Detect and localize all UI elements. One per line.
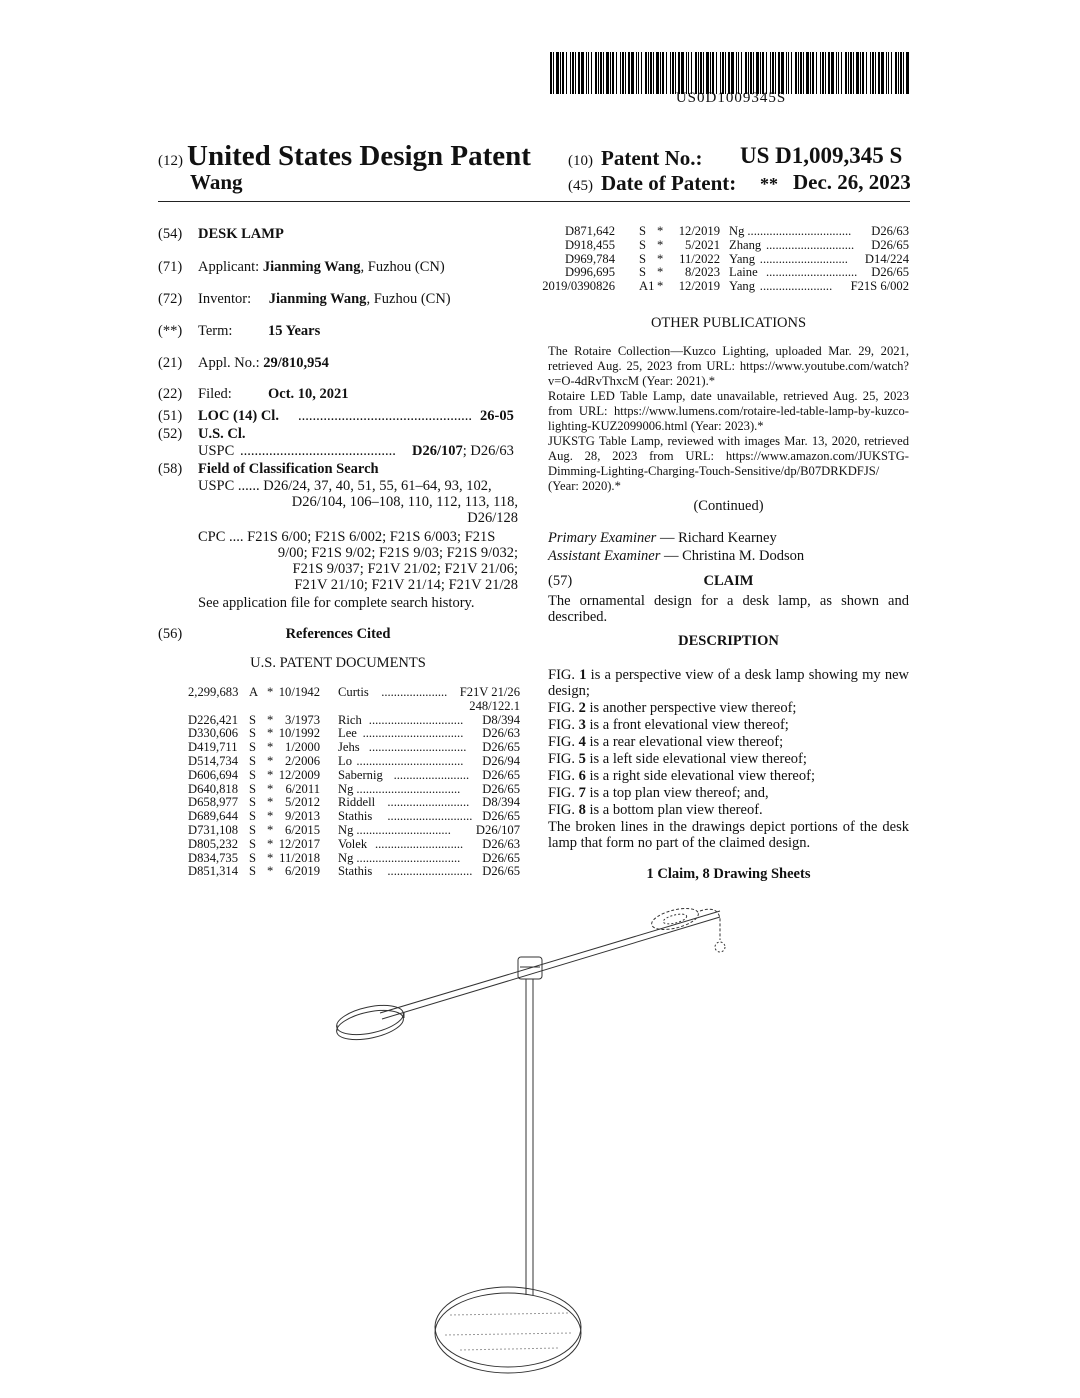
- reference-cls: D26/65: [482, 850, 520, 865]
- reference-dots: ............................: [766, 237, 855, 252]
- reference-kind: S: [639, 224, 647, 238]
- reference-row: [552, 224, 909, 238]
- reference-date: 6/2011: [285, 781, 320, 796]
- reference-num: D689,644: [188, 809, 239, 824]
- search-history-note: See application file for complete search history.: [198, 595, 475, 611]
- term-label: Term:: [198, 323, 233, 339]
- reference-star: *: [267, 754, 274, 768]
- reference-dots: .................................: [356, 781, 461, 796]
- reference-dots: ...........................: [387, 809, 473, 824]
- inventor-surname: Wang: [190, 170, 243, 194]
- figure-description: [548, 802, 909, 818]
- header-rule: [158, 201, 910, 202]
- reference-star: *: [267, 712, 274, 727]
- reference-row: [188, 754, 520, 768]
- reference-date: 8/2023: [685, 265, 720, 280]
- reference-num: D918,455: [564, 237, 615, 252]
- reference-cls: D26/65: [482, 767, 520, 782]
- reference-num: D640,818: [188, 781, 239, 796]
- publication-entry: JUKSTG Table Lamp, reviewed with images Mar. 13, 2020, retrieved Aug. 28, 2023 from URL: https://www.amazon.com/JUKSTG-Dimming-Lighting-Charging-Touch-Sensitive/dp/B07DRKDFJS/ (Year: 2020).*: [548, 434, 909, 493]
- fig-number: 3: [578, 717, 586, 733]
- reference-name: Lee: [338, 726, 357, 741]
- inventor-name: Jianming Wang: [268, 291, 367, 307]
- uspc-label: USPC: [198, 443, 235, 459]
- reference-star: *: [267, 685, 274, 699]
- fig-text: is a perspective view of a desk lamp showing my new design;: [548, 667, 909, 699]
- us-class-label: U.S. Cl.: [198, 426, 246, 442]
- reference-dots: .................................: [356, 850, 461, 865]
- assistant-examiner-name: — Christina M. Dodson: [660, 548, 805, 564]
- primary-examiner: [548, 530, 777, 546]
- lamp-base: [435, 1287, 581, 1367]
- code-56: (56): [158, 626, 183, 642]
- reference-name: Ng: [338, 850, 354, 865]
- reference-row: [188, 809, 520, 823]
- desk-lamp-drawing: [300, 895, 790, 1375]
- reference-num: D330,606: [188, 726, 239, 741]
- reference-dots: ............................: [375, 836, 464, 851]
- reference-name: Rich: [338, 712, 362, 727]
- reference-dots: ..........................: [387, 795, 470, 810]
- reference-kind: S: [249, 754, 257, 768]
- reference-cls: D8/394: [482, 712, 520, 727]
- reference-row: [188, 823, 520, 837]
- search-cpc-line: F21V 21/10; F21V 21/14; F21V 21/28: [294, 577, 518, 593]
- other-publications-title: OTHER PUBLICATIONS: [650, 315, 807, 331]
- lamp-shade-left: [334, 1000, 406, 1040]
- application-number-label: Appl. No.:: [198, 355, 260, 371]
- search-cpc-line: CPC .... F21S 6/00; F21S 6/002; F21S 6/003; F21S: [198, 529, 496, 545]
- reference-cls: D26/65: [871, 265, 909, 280]
- reference-dots: ...........................: [387, 864, 473, 879]
- reference-name: Laine: [729, 265, 758, 280]
- reference-star: *: [267, 836, 274, 851]
- reference-kind: S: [639, 265, 647, 280]
- reference-star: *: [267, 767, 274, 782]
- reference-row: [552, 265, 909, 279]
- inventor-field: [198, 291, 451, 308]
- primary-examiner-label: Primary Examiner: [548, 530, 657, 546]
- reference-name: Ng: [338, 823, 354, 837]
- reference-kind: S: [639, 251, 647, 266]
- inventor-place: , Fuzhou (CN): [366, 291, 451, 307]
- search-uspc-line: D26/128: [467, 510, 518, 526]
- loc-class-label: LOC (14) Cl.: [198, 408, 279, 424]
- fig-text: is a front elevational view thereof;: [585, 717, 789, 733]
- reference-num: D226,421: [188, 712, 239, 727]
- reference-row: [542, 279, 909, 294]
- reference-star: *: [267, 809, 274, 824]
- fig-number: 5: [578, 751, 586, 767]
- fig-number: 2: [578, 700, 586, 716]
- reference-date: 9/2013: [285, 809, 320, 824]
- reference-dots: ...............................: [368, 740, 467, 755]
- reference-date: 5/2021: [685, 237, 720, 252]
- reference-name: Stathis: [338, 809, 373, 824]
- reference-num: D871,642: [564, 224, 615, 238]
- reference-row: [552, 252, 909, 266]
- reference-cls: D26/107: [475, 823, 520, 837]
- reference-date: 6/2019: [285, 864, 320, 879]
- claim-text: The ornamental design for a desk lamp, as shown and described.: [548, 593, 909, 625]
- reference-date: 2/2006: [285, 754, 320, 768]
- reference-cls: D26/94: [482, 754, 520, 768]
- reference-star: *: [657, 279, 664, 294]
- reference-kind: S: [249, 850, 257, 865]
- fig-prefix: FIG.: [548, 802, 579, 818]
- code-72: (72): [158, 291, 183, 307]
- broken-lines-note: The broken lines in the drawings depict portions of the desk lamp that form no part of the claimed design.: [548, 819, 909, 851]
- reference-star: *: [267, 740, 274, 755]
- reference-cls: D8/394: [482, 795, 520, 810]
- reference-kind: S: [249, 767, 257, 782]
- reference-kind: A1: [639, 279, 655, 294]
- patent-date: Dec. 26, 2023: [793, 170, 911, 194]
- reference-star: *: [267, 781, 274, 796]
- reference-star: *: [657, 224, 664, 238]
- reference-name: Curtis: [338, 685, 369, 699]
- reference-name: Stathis: [338, 864, 373, 879]
- reference-date: 12/2019: [678, 279, 720, 294]
- reference-name: Ng: [729, 224, 745, 238]
- figure-description: [548, 785, 909, 801]
- reference-kind: S: [249, 781, 257, 796]
- reference-name: Zhang: [729, 237, 762, 252]
- reference-date: 3/1973: [285, 712, 320, 727]
- reference-cls: F21S 6/002: [850, 279, 909, 294]
- assistant-examiner-label: Assistant Examiner: [548, 548, 661, 564]
- reference-dots: ..............................: [356, 823, 451, 837]
- barcode: [550, 52, 912, 94]
- reference-kind: S: [249, 864, 257, 879]
- date-label: Date of Patent:: [601, 171, 737, 195]
- reference-name: Jehs: [338, 740, 360, 755]
- fig-prefix: FIG.: [548, 751, 579, 767]
- patent-number-label: Patent No.:: [601, 146, 703, 170]
- assistant-examiner: [548, 548, 804, 564]
- reference-name: Volek: [338, 836, 368, 851]
- reference-dots: ..................................: [356, 754, 464, 768]
- fig-prefix: FIG.: [548, 700, 579, 716]
- reference-dots: .......................: [759, 279, 833, 294]
- reference-cls: D26/65: [482, 781, 520, 796]
- fig-prefix: FIG.: [548, 667, 580, 683]
- reference-num: D514,734: [188, 754, 239, 768]
- code-52: (52): [158, 426, 183, 442]
- search-cpc: [198, 529, 518, 593]
- reference-row: [188, 699, 520, 713]
- code-10: (10): [568, 153, 593, 169]
- continued-note: (Continued): [693, 498, 764, 514]
- code-22: (22): [158, 386, 183, 402]
- reference-cls: D26/63: [482, 726, 520, 741]
- applicant-field: [198, 259, 445, 276]
- reference-date: 12/2009: [278, 767, 320, 782]
- reference-row: [188, 768, 520, 782]
- reference-name: Riddell: [338, 795, 376, 810]
- reference-name: Ng: [338, 781, 354, 796]
- description-title: DESCRIPTION: [678, 633, 779, 649]
- reference-star: *: [657, 237, 664, 252]
- reference-cls: D14/224: [864, 251, 909, 266]
- reference-num: 2019/0390826: [542, 279, 615, 294]
- date-marker: **: [760, 174, 778, 194]
- reference-num: D834,735: [188, 850, 239, 865]
- references-cited-title: References Cited: [285, 626, 391, 642]
- code-58: (58): [158, 461, 183, 477]
- search-uspc-line: D26/104, 106–108, 110, 112, 113, 118,: [291, 494, 518, 510]
- reference-star: *: [267, 795, 274, 810]
- fig-text: is a right side elevational view thereof;: [585, 768, 815, 784]
- other-publications: [548, 344, 909, 494]
- code-term: (**): [158, 323, 183, 339]
- reference-row: [188, 740, 520, 754]
- claim-title: CLAIM: [703, 573, 754, 589]
- term-value: 15 Years: [268, 323, 321, 339]
- reference-num: 2,299,683: [188, 685, 239, 699]
- loc-class-dots: ................................................: [298, 408, 472, 424]
- reference-cls: D26/65: [482, 864, 520, 879]
- figure-description: [548, 667, 909, 699]
- reference-kind: S: [249, 740, 257, 755]
- filed-date: Oct. 10, 2021: [268, 386, 349, 402]
- reference-num: D969,784: [564, 251, 615, 266]
- primary-examiner-name: — Richard Kearney: [656, 530, 777, 546]
- reference-row: [188, 837, 520, 851]
- claims-sheets-count: 1 Claim, 8 Drawing Sheets: [646, 866, 811, 882]
- code-12: (12): [158, 153, 183, 169]
- patent-number: US D1,009,345 S: [740, 143, 903, 168]
- uspc-values: [412, 443, 514, 459]
- reference-kind: A: [249, 685, 259, 699]
- code-51: (51): [158, 408, 183, 424]
- reference-num: D805,232: [188, 836, 239, 851]
- reference-num: D419,711: [188, 740, 238, 755]
- barcode-number: US0D1009345S: [675, 90, 787, 106]
- application-number: 29/810,954: [263, 355, 329, 371]
- reference-name: Yang: [729, 279, 756, 294]
- date-block: [568, 171, 736, 196]
- figure-descriptions: [548, 667, 909, 851]
- fig-number: 7: [578, 785, 586, 801]
- reference-dots: .............................: [766, 265, 858, 280]
- reference-date: 6/2015: [285, 823, 320, 837]
- reference-date: 5/2012: [285, 795, 320, 810]
- reference-row: [188, 713, 520, 727]
- reference-row: [188, 782, 520, 796]
- reference-cls: D26/63: [871, 224, 909, 238]
- reference-cls: 248/122.1: [469, 698, 520, 713]
- uspc-secondary: ; D26/63: [462, 443, 514, 459]
- reference-dots: .................................: [747, 224, 852, 238]
- reference-kind: S: [639, 237, 647, 252]
- fig-text: is a top plan view thereof; and,: [585, 785, 769, 801]
- application-number-field: [198, 355, 329, 372]
- loc-class-value: 26-05: [480, 408, 514, 424]
- search-uspc-line: USPC ...... D26/24, 37, 40, 51, 55, 61–64, 93, 102,: [198, 478, 492, 494]
- reference-cls: D26/65: [482, 809, 520, 824]
- reference-cls: F21V 21/26: [459, 685, 520, 699]
- reference-row: [188, 851, 520, 865]
- publication-entry: Rotaire LED Table Lamp, date unavailable, retrieved Aug. 25, 2023 from URL: https://www.lumens.com/rotaire-led-table-lamp-by-kuzco-lighting-KUZ2099006.html (Year: 2023).*: [548, 389, 909, 433]
- reference-name: Yang: [729, 251, 756, 266]
- reference-star: *: [267, 864, 274, 879]
- reference-kind: S: [249, 823, 257, 837]
- search-cpc-line: 9/00; F21S 9/02; F21S 9/03; F21S 9/032;: [277, 545, 518, 561]
- figure-description: [548, 734, 909, 750]
- reference-dots: ............................: [759, 251, 848, 266]
- reference-kind: S: [249, 836, 257, 851]
- document-title: United States Design Patent: [187, 140, 531, 172]
- reference-cls: D26/65: [871, 237, 909, 252]
- reference-row: [552, 238, 909, 252]
- code-54: (54): [158, 226, 183, 242]
- reference-star: *: [267, 850, 274, 865]
- code-21: (21): [158, 355, 183, 371]
- reference-star: *: [657, 265, 664, 280]
- uspc-dots: ...........................................: [240, 443, 396, 459]
- figure-description: [548, 768, 909, 784]
- reference-date: 12/2019: [678, 224, 720, 238]
- search-cpc-line: F21S 9/037; F21V 21/02; F21V 21/06;: [292, 561, 518, 577]
- fig-text: is a left side elevational view thereof;: [585, 751, 807, 767]
- reference-star: *: [267, 823, 274, 837]
- applicant-label: Applicant:: [198, 259, 260, 275]
- reference-kind: S: [249, 726, 257, 741]
- invention-title: DESK LAMP: [198, 226, 284, 242]
- reference-name: Lo: [338, 754, 352, 768]
- reference-star: *: [267, 726, 274, 741]
- filed-label: Filed:: [198, 386, 232, 402]
- reference-date: 10/1992: [278, 726, 320, 741]
- reference-dots: ..............................: [368, 712, 464, 727]
- reference-row: [188, 864, 520, 878]
- fig-text: is a rear elevational view thereof;: [585, 734, 784, 750]
- reference-dots: ................................: [362, 726, 464, 741]
- reference-date: 11/2022: [679, 251, 720, 266]
- reference-kind: S: [249, 795, 257, 810]
- search-uspc: [198, 478, 518, 526]
- reference-num: D731,108: [188, 823, 239, 837]
- fig-number: 4: [578, 734, 586, 750]
- reference-name: Sabernig: [338, 767, 383, 782]
- fig-prefix: FIG.: [548, 717, 579, 733]
- publication-entry: The Rotaire Collection—Kuzco Lighting, uploaded Mar. 29, 2021, retrieved Aug. 25, 2023 from URL: https://www.youtube.com/watch?v=O-4dRvThxcM (Year: 2021).*: [548, 344, 909, 388]
- reference-date: 10/1942: [278, 685, 320, 699]
- fig-number: 8: [578, 802, 586, 818]
- patent-number-block: [568, 146, 702, 171]
- reference-kind: S: [249, 712, 257, 727]
- reference-cls: D26/63: [482, 836, 520, 851]
- figure-description: [548, 751, 909, 767]
- field-of-search-label: Field of Classification Search: [198, 461, 379, 477]
- figure-description: [548, 700, 909, 716]
- reference-date: 1/2000: [285, 740, 320, 755]
- us-patent-documents-title: U.S. PATENT DOCUMENTS: [250, 655, 426, 671]
- reference-date: 12/2017: [278, 836, 320, 851]
- reference-dots: .....................: [381, 685, 448, 699]
- code-71: (71): [158, 259, 183, 275]
- reference-dots: ........................: [393, 767, 470, 782]
- reference-num: D996,695: [564, 265, 615, 280]
- inventor-label: Inventor:: [198, 291, 252, 307]
- fig-prefix: FIG.: [548, 785, 579, 801]
- uspc-primary: D26/107: [412, 443, 463, 459]
- reference-row: [188, 795, 520, 809]
- fig-number: 1: [579, 667, 587, 683]
- reference-row: [188, 685, 520, 699]
- fig-prefix: FIG.: [548, 734, 579, 750]
- fig-number: 6: [578, 768, 586, 784]
- fig-text: is a bottom plan view thereof.: [585, 802, 763, 818]
- header-title-block: [158, 140, 531, 173]
- reference-num: D606,694: [188, 767, 239, 782]
- code-45: (45): [568, 178, 593, 194]
- reference-star: *: [657, 251, 664, 266]
- figure-description: [548, 717, 909, 733]
- lamp-arm: [380, 911, 720, 1013]
- applicant-name: Jianming Wang: [262, 259, 361, 275]
- reference-date: 11/2018: [279, 850, 320, 865]
- fig-prefix: FIG.: [548, 768, 579, 784]
- fig-text: is another perspective view thereof;: [585, 700, 797, 716]
- applicant-place: , Fuzhou (CN): [360, 259, 445, 275]
- reference-row: [188, 726, 520, 740]
- reference-kind: S: [249, 809, 257, 824]
- reference-num: D851,314: [188, 864, 239, 879]
- code-57: (57): [548, 573, 573, 589]
- reference-num: D658,977: [188, 795, 239, 810]
- reference-cls: D26/65: [482, 740, 520, 755]
